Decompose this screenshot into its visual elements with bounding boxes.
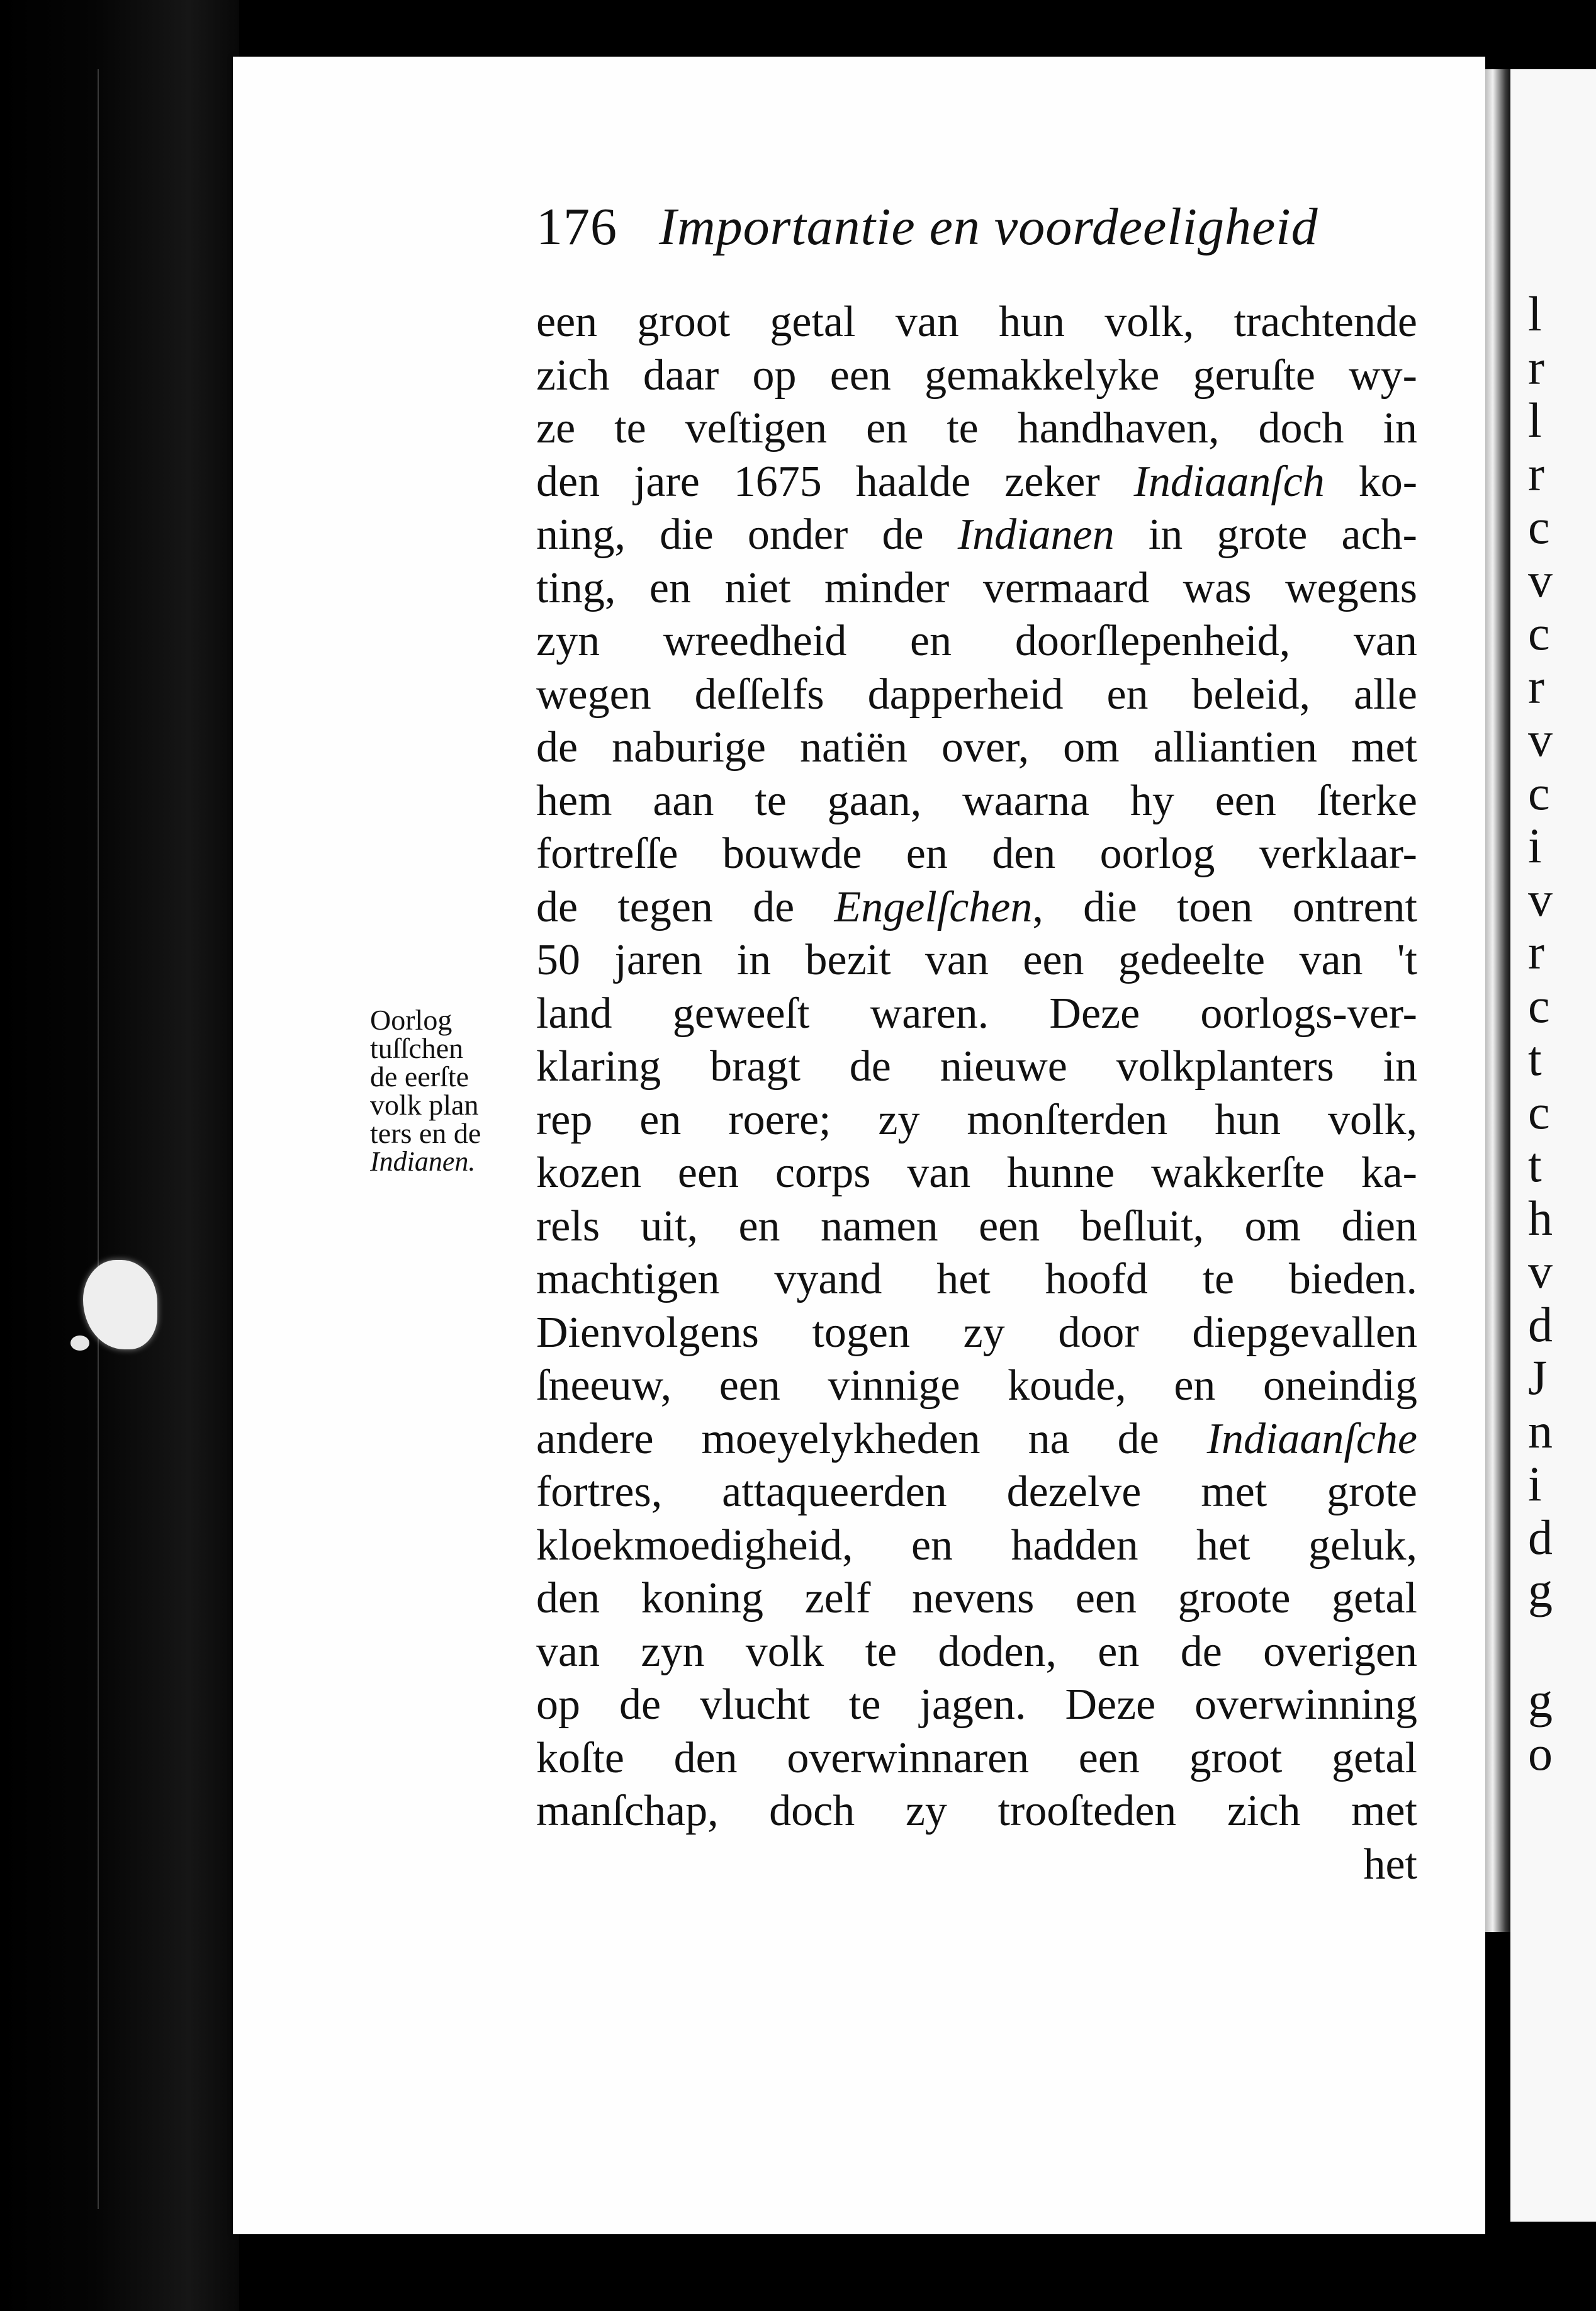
text-line: koſte den overwinnaren een groot getal <box>536 1733 1417 1782</box>
margin-note-line: volk plan <box>370 1089 479 1121</box>
running-title: Importantie en voordeeligheid <box>659 198 1318 256</box>
text-line: machtigen vyand het hoofd te bieden. <box>536 1255 1417 1303</box>
text-line: ning, die onder de Indianen in grote ach- <box>536 510 1417 559</box>
margin-note-line: ters en de <box>370 1117 481 1149</box>
next-page-letter: r <box>1528 446 1544 501</box>
next-page-letter: t <box>1528 1031 1542 1086</box>
next-page-letter: l <box>1528 286 1542 341</box>
text-line: land geweeſt waren. Deze oorlogs-ver- <box>536 989 1417 1038</box>
next-page-letter: c <box>1528 977 1550 1033</box>
text-line: rep en roere; zy monſterden hun volk, <box>536 1095 1417 1144</box>
text-line: op de vlucht te jagen. Deze overwinning <box>536 1680 1417 1729</box>
next-page-letter: c <box>1528 1084 1550 1139</box>
spine-edge-line <box>98 69 99 2209</box>
next-page-letter: i <box>1528 818 1542 873</box>
next-page-letter: l <box>1528 393 1542 447</box>
next-page-letter: d <box>1528 1296 1553 1352</box>
text-line: Dienvolgens togen zy door diepgevallen <box>536 1308 1417 1357</box>
text-line: den koning zelf nevens een groote getal <box>536 1574 1417 1622</box>
body-text <box>536 296 1417 1891</box>
next-page-letter: v <box>1528 552 1553 607</box>
paper-blot-small <box>70 1335 89 1351</box>
next-page-letter: c <box>1528 605 1550 660</box>
text-line: klaring bragt de nieuwe volkplanters in <box>536 1042 1417 1091</box>
margin-note <box>370 1006 531 1176</box>
next-page-letter: g <box>1528 1563 1553 1617</box>
text-line: andere moeyelykheden na de Indiaanſche <box>536 1414 1417 1463</box>
text-line: rels uit, en namen een beſluit, om dien <box>536 1201 1417 1251</box>
text-line: zyn wreedheid en doorſlepenheid, van <box>536 617 1417 665</box>
text-line: den jare 1675 haalde zeker Indiaanſch ko- <box>536 457 1417 506</box>
text-line: ting, en niet minder vermaard was wegens <box>536 563 1417 612</box>
next-page-letter: r <box>1528 925 1544 979</box>
text-line: de naburige natiën over, om alliantien met <box>536 723 1417 772</box>
next-page-letter: i <box>1528 1456 1542 1511</box>
book-spine-shadow <box>0 0 239 2311</box>
next-page-letter: r <box>1528 339 1544 395</box>
text-line: een groot getal van hun volk, trachtende <box>536 298 1417 346</box>
next-page-letter: v <box>1528 1244 1553 1298</box>
next-page-letter: n <box>1528 1403 1553 1458</box>
next-page-letter: v <box>1528 712 1553 767</box>
text-line: wegen deſſelfs dapperheid en beleid, alle <box>536 670 1417 719</box>
next-page-letter: d <box>1528 1509 1553 1565</box>
next-page-letter: o <box>1528 1726 1553 1780</box>
next-page-letter: c <box>1528 765 1550 820</box>
margin-note-line: de eerſte <box>370 1060 469 1093</box>
next-page-letter: t <box>1528 1137 1542 1192</box>
text-line: manſchap, doch zy trooſteden zich met <box>536 1787 1417 1835</box>
running-head <box>536 196 1318 257</box>
catchword: het <box>1363 1840 1417 1889</box>
text-line: ze te veſtigen en te handhaven, doch in <box>536 404 1417 453</box>
next-page-letter: c <box>1528 499 1550 554</box>
text-line: 50 jaren in bezit van een gedeelte van 't <box>536 936 1417 984</box>
text-line: zich daar op een gemakkelyke geruſte wy- <box>536 351 1417 400</box>
page-number: 176 <box>536 198 617 256</box>
next-page-letter: g <box>1528 1672 1553 1728</box>
text-line: van zyn volk te doden, en de overigen <box>536 1627 1417 1676</box>
next-page-letter: v <box>1528 871 1553 926</box>
margin-note-line: Oorlog <box>370 1004 452 1036</box>
margin-note-line: Indianen. <box>370 1146 476 1177</box>
next-page-letter: h <box>1528 1190 1553 1245</box>
text-line: fortres, attaqueerden dezelve met grote <box>536 1468 1417 1516</box>
margin-note-line: tuſſchen <box>370 1032 464 1064</box>
next-page-letter: J <box>1528 1350 1548 1405</box>
page-gutter <box>1485 69 1510 1932</box>
text-line: de tegen de Engelſchen, die toen ontrent <box>536 882 1417 931</box>
text-line: ſneeuw, een vinnige koude, en oneindig <box>536 1361 1417 1410</box>
next-page-edge <box>1510 69 1596 2222</box>
text-line: kloekmoedigheid, en hadden het geluk, <box>536 1521 1417 1570</box>
next-page-letter: r <box>1528 658 1544 714</box>
text-line: kozen een corps van hunne wakkerſte ka- <box>536 1149 1417 1197</box>
text-line: fortreſſe bouwde en den oorlog verklaar- <box>536 829 1417 878</box>
text-line: hem aan te gaan, waarna hy een ſterke <box>536 776 1417 825</box>
